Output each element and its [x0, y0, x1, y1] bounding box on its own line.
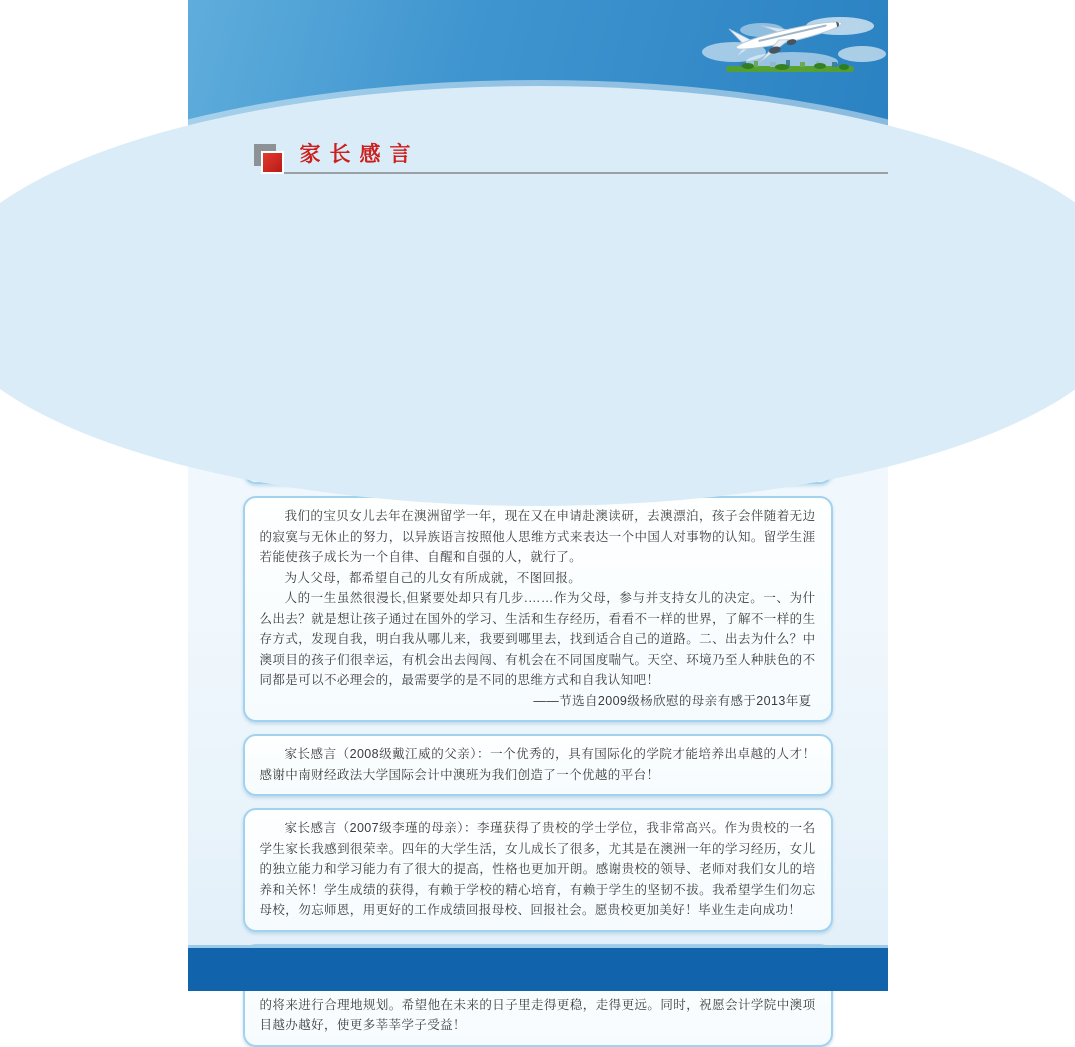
testimonial-card-2008 [243, 734, 833, 796]
header-banner [188, 0, 888, 128]
airplane-illustration [692, 4, 882, 84]
testimonial-paragraph: 我们的宝贝女儿去年在澳洲留学一年，现在又在申请赴澳读研，去澳漂泊，孩子会伴随着无边的寂寞与无休止的努力，以异族语言按照他人思维方式来表达一个中国人对事物的认知。留学生涯若能使孩子成长为一个自律、自醒和自强的人，就行了。 [259, 509, 816, 564]
footer-bar [188, 945, 888, 991]
poster-page [188, 0, 888, 1032]
title-underline [268, 172, 888, 174]
testimonial-paragraph: 为人父母，都希望自己的儿女有所成就，不图回报。 [284, 570, 582, 585]
page-title: 家长感言 [299, 143, 420, 166]
testimonial-text: 家长感言（2007级李瑾的母亲）：李瑾获得了贵校的学士学位，我非常高兴。作为贵校的一名学生家长我感到很荣幸。四年的大学生活，女儿成长了很多，尤其是在澳洲一年的学习经历，女儿的独立能力和学习能力有了很大的提高，性格也更加开朗。感谢贵校的领导、老师对我们女儿的培养和关怀！学生成绩的获得，有赖于学校的精心培育，有赖于学生的坚韧不拔。我希望学生们勿忘母校，勿忘师恩，用更好的工作成绩回报母校、回报社会。愿贵校更加美好！毕业生走向成功！ [259, 821, 816, 917]
airplane-icon [692, 4, 882, 84]
testimonial-text: 家长感言（2008级戴江威的父亲）：一个优秀的，具有国际化的学院才能培养出卓越的人才！感谢中南财经政法大学国际会计中澳班为我们创造了一个优越的平台！ [259, 747, 816, 782]
section-title-row [254, 136, 848, 180]
testimonial-card-2007 [243, 808, 833, 932]
red-square-marker-icon [254, 144, 288, 180]
testimonial-card-2009 [243, 496, 833, 722]
testimonial-paragraph: 人的一生虽然很漫长,但紧要处却只有几步.……作为父母，参与并支持女儿的决定。一、为什么出去？就是想让孩子通过在国外的学习、生活和生存经历，看看不一样的世界，了解不一样的生存方式，发现自我，明白我从哪儿来，我要到哪里去，找到适合自己的道路。二、出去为什么？中澳项目的孩子们很幸运，有机会出去闯闯、有机会在不同国度喘气。天空、环境乃至人种肤色的不同都是可以不必理会的，最需要学的是不同的思维方式和自我认知吧！ [259, 591, 816, 687]
testimonial-text: 的将来进行合理地规划。希望他在未来的日子里走得更稳，走得更远。同时，祝愿会计学院中澳项目越办越好，使更多莘莘学子受益！ [259, 997, 816, 1032]
testimonial-attribution: ——节选自2009级杨欣慰的母亲有感于2013年夏 [533, 693, 812, 708]
